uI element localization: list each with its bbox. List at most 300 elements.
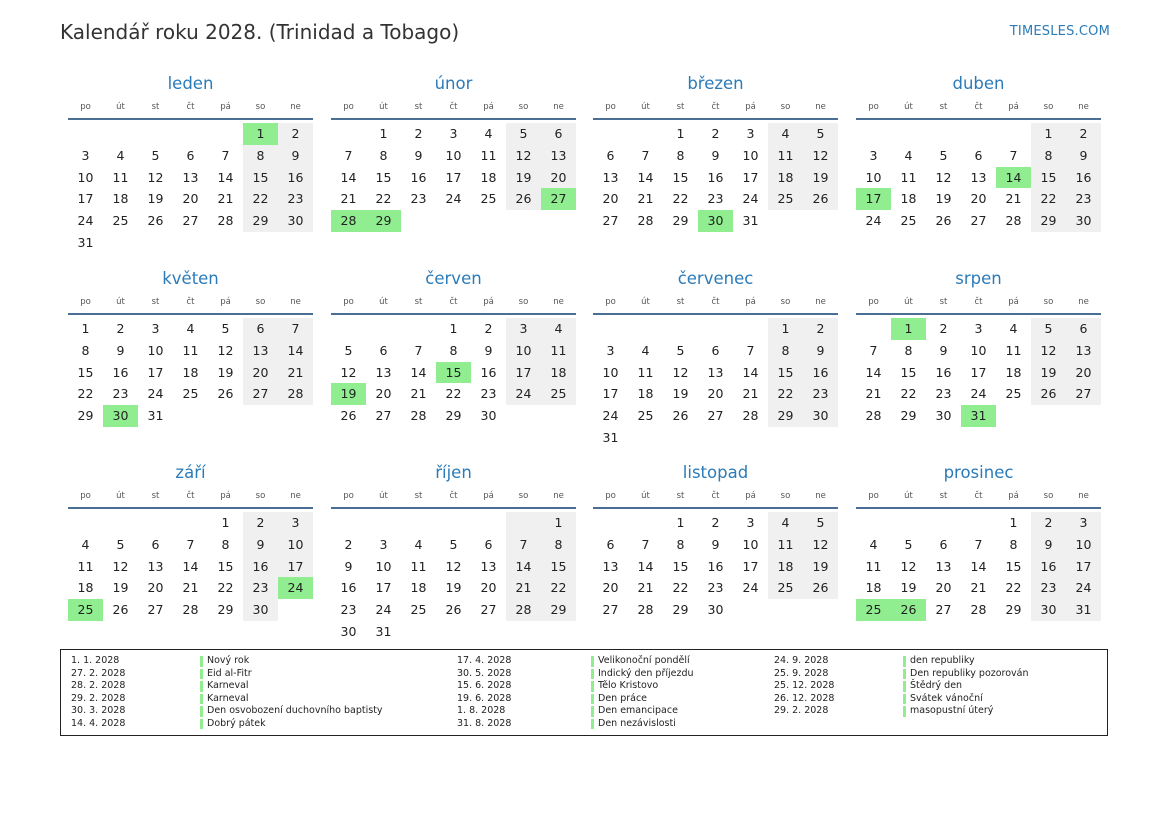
day-cell: 10 xyxy=(742,536,759,552)
month-květen xyxy=(68,269,313,427)
weekday-label: so xyxy=(255,491,266,501)
day-cell: 11 xyxy=(480,147,497,163)
day-cell: 1 xyxy=(541,512,576,534)
day-cell: 26 xyxy=(217,386,234,402)
day-cell: 1 xyxy=(379,126,388,141)
day-cell: 10 xyxy=(602,364,619,380)
weekday-label: út xyxy=(379,491,388,501)
legend-date: 29. 2. 2028 xyxy=(774,705,829,716)
day-cell: 10 xyxy=(506,340,541,362)
day-cell: 6 xyxy=(243,318,278,340)
empty-cell xyxy=(1031,405,1066,427)
day-cell: 20 xyxy=(1066,362,1101,384)
weekday-label: ne xyxy=(1078,102,1089,112)
weekday-label: st xyxy=(676,297,685,307)
day-cell: 12 xyxy=(445,558,462,574)
day-cell: 20 xyxy=(182,191,199,207)
day-cell: 28 xyxy=(742,408,759,424)
holiday-swatch xyxy=(903,681,906,692)
day-cell: 8 xyxy=(221,536,230,552)
day-cell: 21 xyxy=(278,362,313,384)
day-cell: 25 xyxy=(112,213,129,229)
day-cell: 10 xyxy=(375,558,392,574)
empty-cell xyxy=(996,123,1031,145)
empty-cell xyxy=(768,599,803,621)
empty-cell xyxy=(961,512,996,534)
legend-date: 1. 8. 2028 xyxy=(457,705,506,716)
day-cell: 4 xyxy=(484,126,493,141)
day-cell: 24 xyxy=(77,213,94,229)
holiday-legend xyxy=(60,649,1108,736)
weekday-label: so xyxy=(780,491,791,501)
weekday-label: po xyxy=(80,491,91,501)
day-cell: 6 xyxy=(186,147,195,163)
day-cell: 27 xyxy=(602,602,619,618)
day-cell: 5 xyxy=(939,147,948,163)
legend-markers xyxy=(903,655,906,718)
day-cell: 2 xyxy=(484,321,493,336)
day-cell: 4 xyxy=(186,321,195,336)
day-cell: 10 xyxy=(970,342,987,358)
empty-cell xyxy=(768,210,803,232)
day-cell: 17 xyxy=(970,364,987,380)
day-grid xyxy=(68,123,313,254)
day-cell: 23 xyxy=(340,602,357,618)
day-cell: 21 xyxy=(970,580,987,596)
day-cell: 9 xyxy=(711,536,720,552)
empty-cell xyxy=(366,512,401,534)
day-cell: 27 xyxy=(147,602,164,618)
day-cell: 29 xyxy=(1031,210,1066,232)
day-cell: 17 xyxy=(856,188,891,210)
site-link[interactable]: TIMESLES.COM xyxy=(1009,24,1110,39)
weekday-label: st xyxy=(151,297,160,307)
weekday-label: po xyxy=(868,491,879,501)
header-rule xyxy=(856,118,1101,120)
weekday-label: so xyxy=(518,102,529,112)
month-name: srpen xyxy=(955,269,1002,288)
day-cell: 16 xyxy=(112,364,129,380)
empty-cell xyxy=(663,318,698,340)
day-cell: 6 xyxy=(939,536,948,552)
day-cell: 1 xyxy=(891,318,926,340)
legend-holiday-name: Den osvobození duchovního baptisty xyxy=(207,705,383,716)
weekday-label: út xyxy=(641,297,650,307)
day-cell: 26 xyxy=(506,188,541,210)
empty-cell xyxy=(593,512,628,534)
holiday-swatch xyxy=(591,694,594,705)
month-březen xyxy=(593,74,838,232)
day-cell: 24 xyxy=(1066,577,1101,599)
day-cell: 4 xyxy=(81,536,90,552)
weekday-label: po xyxy=(605,297,616,307)
day-cell: 2 xyxy=(711,126,720,141)
empty-cell xyxy=(173,232,208,254)
day-cell: 10 xyxy=(1066,534,1101,556)
holiday-swatch xyxy=(591,706,594,717)
empty-cell xyxy=(243,232,278,254)
weekday-header xyxy=(331,100,576,114)
header-rule xyxy=(593,313,838,315)
day-cell: 5 xyxy=(676,342,685,358)
legend-date: 30. 3. 2028 xyxy=(71,705,126,716)
day-cell: 17 xyxy=(147,364,164,380)
day-cell: 20 xyxy=(480,580,497,596)
weekday-label: st xyxy=(414,491,423,501)
holiday-swatch xyxy=(903,694,906,705)
weekday-label: pá xyxy=(745,297,756,307)
day-cell: 8 xyxy=(1009,536,1018,552)
header-rule xyxy=(856,507,1101,509)
day-cell: 13 xyxy=(243,340,278,362)
empty-cell xyxy=(541,210,576,232)
weekday-label: čt xyxy=(449,297,458,307)
day-cell: 30 xyxy=(935,408,952,424)
day-cell: 13 xyxy=(480,558,497,574)
weekday-label: út xyxy=(641,491,650,501)
day-cell: 23 xyxy=(410,191,427,207)
weekday-label: st xyxy=(151,491,160,501)
empty-cell xyxy=(401,318,436,340)
day-cell: 7 xyxy=(278,318,313,340)
day-cell: 1 xyxy=(676,515,685,530)
day-cell: 18 xyxy=(77,580,94,596)
day-cell: 19 xyxy=(506,167,541,189)
day-cell: 28 xyxy=(506,599,541,621)
day-cell: 6 xyxy=(484,536,493,552)
legend-names xyxy=(598,655,694,730)
legend-holiday-name: Karneval xyxy=(207,692,249,704)
day-cell: 28 xyxy=(865,408,882,424)
day-cell: 27 xyxy=(541,188,576,210)
day-cell: 7 xyxy=(641,147,650,163)
day-cell: 11 xyxy=(112,169,129,185)
day-cell: 18 xyxy=(1005,364,1022,380)
legend-holiday-name: Den nezávislosti xyxy=(598,717,676,729)
holiday-swatch xyxy=(591,681,594,692)
legend-holiday-name: Štědrý den xyxy=(910,680,963,691)
day-cell: 4 xyxy=(768,512,803,534)
day-cell: 21 xyxy=(865,386,882,402)
empty-cell xyxy=(331,318,366,340)
day-cell: 16 xyxy=(803,362,838,384)
header-rule xyxy=(856,313,1101,315)
day-cell: 21 xyxy=(637,580,654,596)
header-rule xyxy=(593,507,838,509)
day-cell: 22 xyxy=(768,383,803,405)
day-cell: 5 xyxy=(151,147,160,163)
month-name: březen xyxy=(687,74,744,93)
empty-cell xyxy=(891,123,926,145)
day-cell: 2 xyxy=(116,321,125,336)
day-cell: 14 xyxy=(278,340,313,362)
day-cell: 15 xyxy=(900,364,917,380)
day-cell: 14 xyxy=(996,167,1031,189)
day-cell: 17 xyxy=(742,169,759,185)
day-cell: 23 xyxy=(243,577,278,599)
empty-cell xyxy=(138,512,173,534)
day-cell: 21 xyxy=(742,386,759,402)
day-cell: 29 xyxy=(217,602,234,618)
day-cell: 17 xyxy=(602,386,619,402)
day-cell: 29 xyxy=(672,213,689,229)
day-cell: 6 xyxy=(606,147,615,163)
page-title: Kalendář roku 2028. (Trinidad a Tobago) xyxy=(60,20,460,44)
empty-cell xyxy=(926,512,961,534)
day-cell: 31 xyxy=(77,234,94,250)
day-cell: 9 xyxy=(711,147,720,163)
month-prosinec xyxy=(856,463,1101,621)
weekday-label: čt xyxy=(711,491,720,501)
day-cell: 11 xyxy=(541,340,576,362)
day-cell: 30 xyxy=(698,210,733,232)
day-cell: 29 xyxy=(77,408,94,424)
day-cell: 7 xyxy=(344,147,353,163)
day-cell: 4 xyxy=(641,342,650,358)
empty-cell xyxy=(628,123,663,145)
day-cell: 4 xyxy=(1009,321,1018,336)
day-cell: 10 xyxy=(147,342,164,358)
weekday-label: út xyxy=(904,491,913,501)
day-cell: 12 xyxy=(217,342,234,358)
empty-cell xyxy=(856,123,891,145)
weekday-label: ne xyxy=(815,102,826,112)
day-grid xyxy=(593,123,838,232)
day-cell: 27 xyxy=(935,602,952,618)
weekday-label: so xyxy=(255,297,266,307)
day-cell: 2 xyxy=(803,318,838,340)
weekday-label: út xyxy=(379,102,388,112)
day-cell: 25 xyxy=(768,188,803,210)
legend-markers xyxy=(200,655,203,730)
day-cell: 20 xyxy=(970,191,987,207)
empty-cell xyxy=(891,512,926,534)
day-cell: 19 xyxy=(217,364,234,380)
day-grid xyxy=(331,318,576,427)
day-cell: 5 xyxy=(506,123,541,145)
day-cell: 13 xyxy=(147,558,164,574)
day-cell: 28 xyxy=(1005,213,1022,229)
day-cell: 21 xyxy=(506,577,541,599)
day-cell: 15 xyxy=(1005,558,1022,574)
day-cell: 16 xyxy=(1066,167,1101,189)
day-cell: 13 xyxy=(182,169,199,185)
weekday-label: út xyxy=(641,102,650,112)
header-rule xyxy=(331,118,576,120)
day-cell: 17 xyxy=(278,556,313,578)
weekday-label: út xyxy=(904,297,913,307)
weekday-label: čt xyxy=(711,102,720,112)
weekday-label: po xyxy=(605,491,616,501)
day-cell: 7 xyxy=(869,342,878,358)
empty-cell xyxy=(471,512,506,534)
day-cell: 13 xyxy=(935,558,952,574)
weekday-label: po xyxy=(605,102,616,112)
day-cell: 18 xyxy=(480,169,497,185)
day-cell: 28 xyxy=(410,408,427,424)
day-cell: 16 xyxy=(707,558,724,574)
day-cell: 13 xyxy=(970,169,987,185)
day-cell: 18 xyxy=(112,191,129,207)
legend-holiday-name: Den emancipace xyxy=(598,705,678,716)
weekday-label: pá xyxy=(745,102,756,112)
legend-holiday-name: Karneval xyxy=(207,680,249,691)
day-cell: 24 xyxy=(445,191,462,207)
weekday-header xyxy=(331,295,576,309)
day-cell: 3 xyxy=(1066,512,1101,534)
day-cell: 12 xyxy=(803,534,838,556)
day-cell: 12 xyxy=(147,169,164,185)
day-cell: 3 xyxy=(151,321,160,336)
weekday-label: so xyxy=(780,297,791,307)
day-grid xyxy=(593,512,838,621)
day-cell: 24 xyxy=(602,408,619,424)
empty-cell xyxy=(68,123,103,145)
day-cell: 29 xyxy=(366,210,401,232)
legend-date: 26. 12. 2028 xyxy=(774,692,835,704)
weekday-label: po xyxy=(343,297,354,307)
weekday-label: pá xyxy=(1008,491,1019,501)
weekday-label: ne xyxy=(553,102,564,112)
weekday-label: po xyxy=(80,102,91,112)
weekday-label: čt xyxy=(186,491,195,501)
weekday-label: út xyxy=(116,491,125,501)
day-cell: 8 xyxy=(81,342,90,358)
empty-cell xyxy=(401,512,436,534)
day-cell: 8 xyxy=(379,147,388,163)
legend-holiday-name: den republiky xyxy=(910,655,975,666)
legend-names xyxy=(207,655,383,730)
day-cell: 23 xyxy=(480,386,497,402)
weekday-label: st xyxy=(676,102,685,112)
day-cell: 25 xyxy=(637,408,654,424)
weekday-header xyxy=(856,100,1101,114)
day-cell: 12 xyxy=(935,169,952,185)
day-cell: 16 xyxy=(340,580,357,596)
day-cell: 12 xyxy=(506,145,541,167)
day-cell: 25 xyxy=(410,602,427,618)
day-cell: 3 xyxy=(449,126,458,141)
day-cell: 17 xyxy=(742,558,759,574)
day-cell: 3 xyxy=(869,147,878,163)
day-cell: 25 xyxy=(68,599,103,621)
empty-cell xyxy=(103,512,138,534)
day-cell: 2 xyxy=(278,123,313,145)
day-cell: 18 xyxy=(768,556,803,578)
month-name: listopad xyxy=(682,463,749,482)
day-cell: 29 xyxy=(900,408,917,424)
month-leden xyxy=(68,74,313,254)
day-cell: 3 xyxy=(81,147,90,163)
weekday-label: ne xyxy=(553,491,564,501)
weekday-header xyxy=(593,100,838,114)
weekday-label: ne xyxy=(815,297,826,307)
day-cell: 27 xyxy=(707,408,724,424)
legend-date: 19. 6. 2028 xyxy=(457,692,512,704)
day-cell: 22 xyxy=(375,191,392,207)
day-cell: 30 xyxy=(707,602,724,618)
day-cell: 3 xyxy=(746,515,755,530)
day-cell: 20 xyxy=(541,167,576,189)
legend-names xyxy=(910,655,1029,718)
legend-date: 1. 1. 2028 xyxy=(71,655,120,666)
day-cell: 17 xyxy=(1066,556,1101,578)
day-cell: 5 xyxy=(1031,318,1066,340)
holiday-swatch xyxy=(200,669,203,680)
day-cell: 11 xyxy=(410,558,427,574)
weekday-label: st xyxy=(414,102,423,112)
legend-date: 29. 2. 2028 xyxy=(71,692,126,704)
weekday-label: so xyxy=(1043,297,1054,307)
day-cell: 4 xyxy=(904,147,913,163)
empty-cell xyxy=(593,318,628,340)
day-cell: 25 xyxy=(768,577,803,599)
weekday-label: ne xyxy=(815,491,826,501)
day-cell: 7 xyxy=(1009,147,1018,163)
empty-cell xyxy=(471,210,506,232)
day-cell: 21 xyxy=(340,191,357,207)
day-cell: 5 xyxy=(904,536,913,552)
day-cell: 26 xyxy=(803,188,838,210)
legend-dates xyxy=(457,655,511,730)
empty-cell xyxy=(331,512,366,534)
day-cell: 18 xyxy=(410,580,427,596)
day-cell: 5 xyxy=(344,342,353,358)
day-cell: 17 xyxy=(506,362,541,384)
empty-cell xyxy=(698,427,733,449)
day-cell: 2 xyxy=(711,515,720,530)
month-duben xyxy=(856,74,1101,232)
day-cell: 21 xyxy=(217,191,234,207)
empty-cell xyxy=(926,123,961,145)
day-cell: 25 xyxy=(900,213,917,229)
day-cell: 18 xyxy=(768,167,803,189)
day-cell: 26 xyxy=(803,577,838,599)
day-cell: 8 xyxy=(449,342,458,358)
empty-cell xyxy=(593,123,628,145)
empty-cell xyxy=(208,123,243,145)
day-cell: 19 xyxy=(803,556,838,578)
weekday-label: pá xyxy=(483,491,494,501)
weekday-header xyxy=(593,489,838,503)
day-grid xyxy=(68,318,313,427)
day-cell: 31 xyxy=(1066,599,1101,621)
day-cell: 17 xyxy=(445,169,462,185)
day-cell: 8 xyxy=(676,147,685,163)
day-cell: 5 xyxy=(221,321,230,336)
day-cell: 2 xyxy=(939,321,948,336)
legend-date: 25. 9. 2028 xyxy=(774,667,829,679)
day-cell: 12 xyxy=(803,145,838,167)
day-cell: 3 xyxy=(606,342,615,358)
day-cell: 30 xyxy=(1031,599,1066,621)
day-cell: 9 xyxy=(278,145,313,167)
weekday-label: út xyxy=(379,297,388,307)
day-cell: 7 xyxy=(746,342,755,358)
day-cell: 31 xyxy=(375,623,392,639)
day-cell: 6 xyxy=(711,342,720,358)
empty-cell xyxy=(331,123,366,145)
weekday-label: čt xyxy=(186,297,195,307)
day-cell: 9 xyxy=(939,342,948,358)
day-grid xyxy=(856,318,1101,427)
empty-cell xyxy=(243,405,278,427)
day-cell: 28 xyxy=(217,213,234,229)
day-cell: 7 xyxy=(221,147,230,163)
holiday-swatch xyxy=(200,719,203,730)
day-cell: 1 xyxy=(1009,515,1018,530)
empty-cell xyxy=(541,621,576,643)
